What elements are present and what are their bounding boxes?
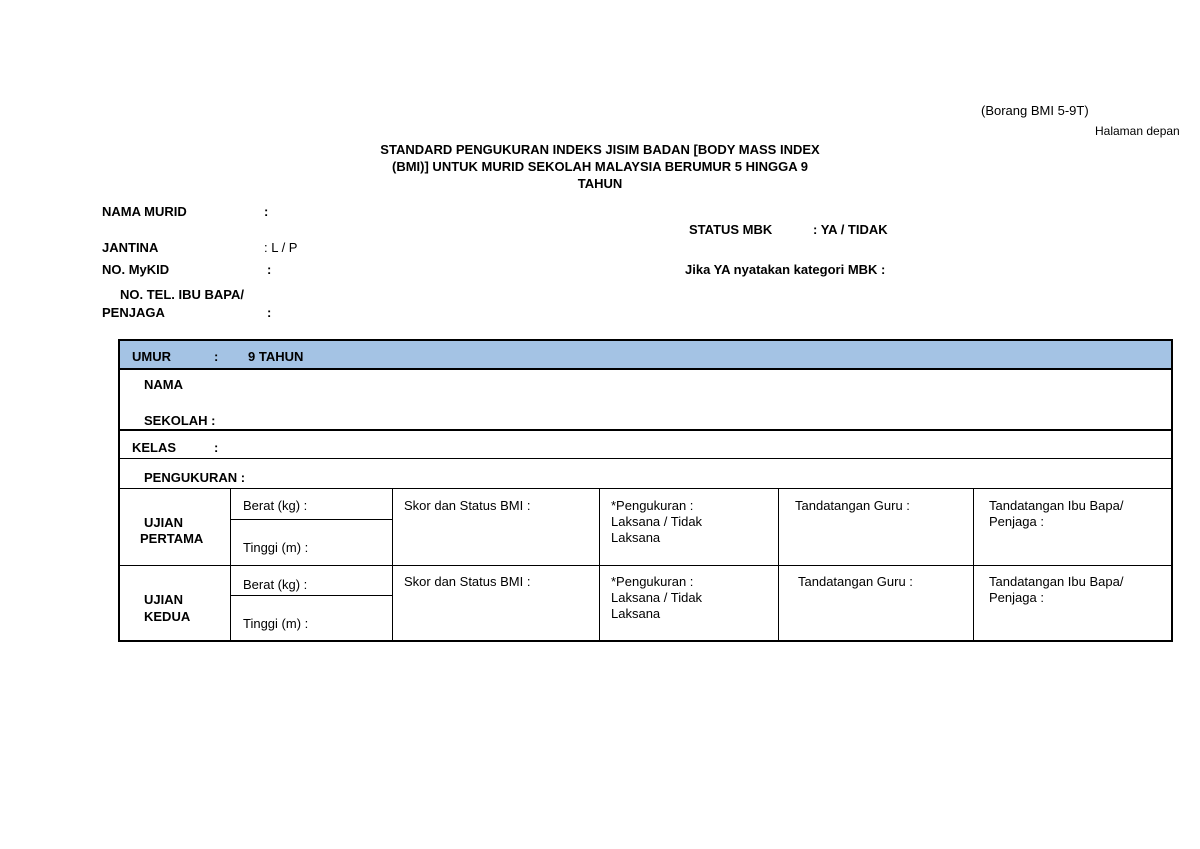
test-1-height-field[interactable]: Tinggi (m) :: [243, 540, 309, 555]
divider: [392, 488, 393, 640]
form-title-line-3: TAHUN: [577, 176, 623, 191]
school-field[interactable]: SEKOLAH :: [144, 413, 216, 428]
measurement-label: PENGUKURAN :: [144, 470, 246, 485]
divider: [120, 565, 1171, 566]
test-1-parent-signature-line-1[interactable]: Tandatangan Ibu Bapa/: [989, 498, 1124, 513]
test-2-bmi-field[interactable]: Skor dan Status BMI :: [404, 574, 531, 589]
form-title-line-2: (BMI)] UNTUK MURID SEKOLAH MALAYSIA BERUMUR 5 HINGGA 9: [392, 159, 808, 174]
divider: [778, 488, 779, 640]
form-code: (Borang BMI 5-9T): [981, 103, 1089, 118]
class-field[interactable]: :: [214, 440, 219, 455]
test-1-name-line-2: PERTAMA: [140, 531, 204, 546]
divider: [230, 595, 392, 596]
gender-field[interactable]: : L / P: [264, 240, 298, 255]
test-1-teacher-signature[interactable]: Tandatangan Guru :: [795, 498, 910, 513]
mbk-status-label: STATUS MBK: [689, 222, 773, 237]
divider: [120, 368, 1171, 370]
test-2-parent-signature-line-2[interactable]: Penjaga :: [989, 590, 1044, 605]
student-name-label: NAMA MURID: [102, 204, 187, 219]
test-2-measure-label-2[interactable]: Laksana / Tidak: [611, 590, 703, 605]
page-label: Halaman depan: [1095, 124, 1180, 138]
test-1-measure-label-1[interactable]: *Pengukuran :: [611, 498, 694, 513]
test-2-name-line-1: UJIAN: [144, 592, 184, 607]
test-2-measure-label-1[interactable]: *Pengukuran :: [611, 574, 694, 589]
age-label: UMUR: [132, 349, 171, 364]
divider: [230, 519, 392, 520]
form-title-line-1: STANDARD PENGUKURAN INDEKS JISIM BADAN [BODY MASS INDEX: [380, 142, 820, 157]
mykid-field[interactable]: :: [267, 262, 272, 277]
test-2-height-field[interactable]: Tinggi (m) :: [243, 616, 309, 631]
class-label: KELAS: [132, 440, 177, 455]
test-1-parent-signature-line-2[interactable]: Penjaga :: [989, 514, 1044, 529]
mbk-category-label[interactable]: Jika YA nyatakan kategori MBK :: [685, 262, 886, 277]
divider: [599, 488, 600, 640]
mykid-label: NO. MyKID: [102, 262, 170, 277]
divider: [120, 458, 1171, 459]
parent-phone-label-1: NO. TEL. IBU BAPA/: [120, 287, 244, 302]
test-1-weight-field[interactable]: Berat (kg) :: [243, 498, 308, 513]
parent-phone-label-2: PENJAGA: [102, 305, 165, 320]
divider: [973, 488, 974, 640]
student-name-field[interactable]: :: [264, 204, 269, 219]
age-value: 9 TAHUN: [248, 349, 304, 364]
bmi-measurement-table: [118, 339, 1173, 642]
divider: [120, 488, 1171, 489]
divider: [230, 488, 231, 640]
test-1-measure-label-2[interactable]: Laksana / Tidak: [611, 514, 703, 529]
school-name-label: NAMA: [144, 377, 183, 392]
parent-phone-field[interactable]: :: [267, 305, 272, 320]
age-colon: :: [214, 349, 219, 364]
test-2-weight-field[interactable]: Berat (kg) :: [243, 577, 308, 592]
test-2-measure-label-3[interactable]: Laksana: [611, 606, 661, 621]
test-2-teacher-signature[interactable]: Tandatangan Guru :: [798, 574, 913, 589]
test-2-parent-signature-line-1[interactable]: Tandatangan Ibu Bapa/: [989, 574, 1124, 589]
test-2-name-line-2: KEDUA: [144, 609, 191, 624]
mbk-status-field[interactable]: : YA / TIDAK: [813, 222, 888, 237]
test-1-bmi-field[interactable]: Skor dan Status BMI :: [404, 498, 531, 513]
test-1-name-line-1: UJIAN: [144, 515, 184, 530]
test-1-measure-label-3[interactable]: Laksana: [611, 530, 661, 545]
divider: [120, 429, 1171, 431]
gender-label: JANTINA: [102, 240, 159, 255]
